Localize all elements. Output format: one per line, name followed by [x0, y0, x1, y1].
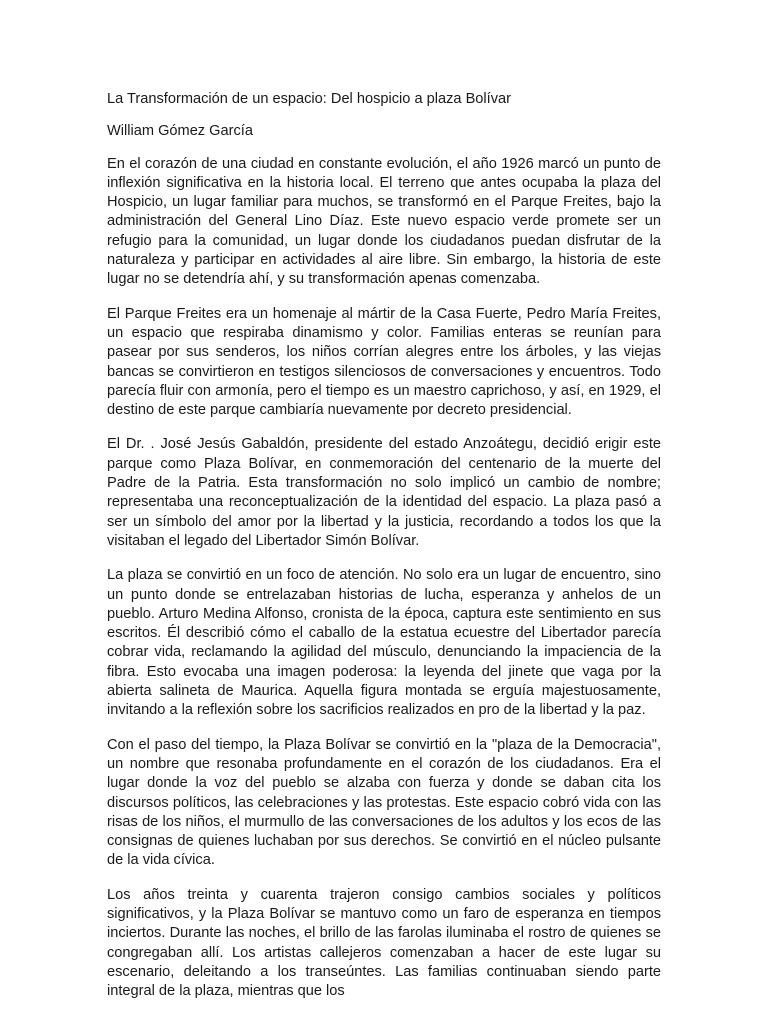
paragraph-3: El Dr. . José Jesús Gabaldón, presidente del estado Anzoátegu, decidió erigir este parque como Plaza Bolívar, en conmemoración del centenario de la muerte del Padre de la Patria. Esta transformación no solo implicó un cambio de nombre; representaba una reconceptualización de la identidad del espacio. La plaza pasó a ser un símbolo del amor por la libertad y la justicia, recordando a todos los que la visitaban el legado del Libertador Simón Bolívar.: [107, 436, 661, 549]
paragraph-4: La plaza se convirtió en un foco de atención. No solo era un lugar de encuentro, sino un punto donde se entrelazaban historias de lucha, esperanza y anhelos de un pueblo. Arturo Medina Alfonso, cronista de la época, captura este sentimiento en sus escritos. Él describió cómo el caballo de la estatua ecuestre del Libertador parecía cobrar vida, reclamando la agilidad del músculo, denunciando la impaciencia de la fibra. Esto evocaba una imagen poderosa: la leyenda del jinete que vaga por la abierta salineta de Maurica. Aquella figura montada se erguía majestuosamente, invitando a la reflexión sobre los sacrificios realizados en pro de la libertad y la paz.: [107, 567, 661, 719]
paragraph-2: El Parque Freites era un homenaje al mártir de la Casa Fuerte, Pedro María Freites, un espacio que respiraba dinamismo y color. Familias enteras se reunían para pasear por sus senderos, los niños corrían alegres entre los árboles, y las viejas bancas se convirtieron en testigos silenciosos de conversaciones y encuentros. Todo parecía fluir con armonía, pero el tiempo es un maestro caprichoso, y así, en 1929, el destino de este parque cambiaría nuevamente por decreto presidencial.: [107, 305, 661, 419]
document-author: William Gómez García: [107, 123, 253, 140]
paragraph-6: Los años treinta y cuarenta trajeron consigo cambios sociales y políticos significativos, y la Plaza Bolívar se mantuvo como un faro de esperanza en tiempos inciertos. Durante las noches, el brillo de las farolas iluminaba el rostro de quienes se congregaban allí. Los artistas callejeros comenzaban a hacer de este lugar su escenario, deleitando a los transeúntes. Las familias continuaban siendo parte integral de la plaza, mientras que los: [107, 886, 661, 1000]
paragraph-5: Con el paso del tiempo, la Plaza Bolívar se convirtió en la "plaza de la Democracia", un nombre que resonaba profundamente en el corazón de los ciudadanos. Era el lugar donde la voz del pueblo se alzaba con fuerza y donde se daban cita los discursos políticos, las celebraciones y las protestas. Este espacio cobró vida con las risas de los niños, el murmullo de las conversaciones de los adultos y los ecos de las consignas de quienes luchaban por sus derechos. Se convirtió en el núcleo pulsante de la vida cívica.: [107, 736, 661, 869]
document-page: [107, 90, 661, 1016]
document-title: La Transformación de un espacio: Del hospicio a plaza Bolívar: [107, 91, 511, 107]
paragraph-1: En el corazón de una ciudad en constante evolución, el año 1926 marcó un punto de inflexión significativa en la historia local. El terreno que antes ocupaba la plaza del Hospicio, un lugar familiar para muchos, se transformó en el Parque Freites, bajo la administración del General Lino Díaz. Este nuevo espacio verde promete ser un refugio para la comunidad, un lugar donde los ciudadanos puedan disfrutar de la naturaleza y participar en actividades al aire libre. Sin embargo, la historia de este lugar no se detendría ahí, y su transformación apenas comenzaba.: [107, 155, 661, 288]
